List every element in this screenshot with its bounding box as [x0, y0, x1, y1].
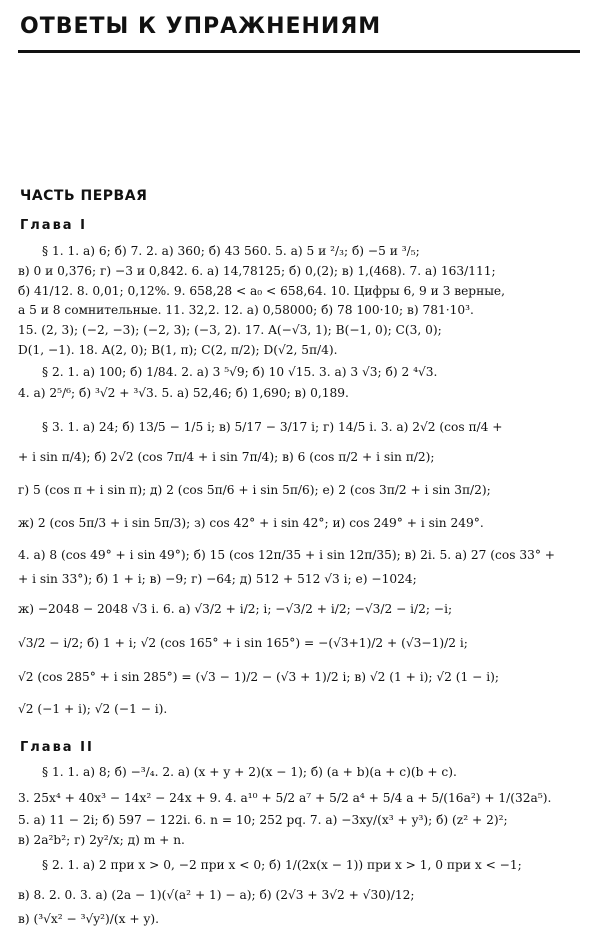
text-line: 15. (2, 3); (−2, −3); (−2, 3); (−3, 2). 17. A(−√3, 1); B(−1, 0); C(3, 0);	[18, 323, 442, 337]
part-heading: ЧАСТЬ ПЕРВАЯ	[20, 188, 148, 204]
title-rule	[18, 50, 580, 53]
text-line: в) 2a²b²; г) 2y²/x; д) m + n.	[18, 833, 185, 847]
text-line: D(1, −1). 18. A(2, 0); B(1, π); C(2, π/2); D(√2, 5π/4).	[18, 343, 338, 357]
text-line: √2 (−1 + i); √2 (−1 − i).	[18, 702, 168, 716]
text-line: § 1. 1. а) 6; б) 7. 2. а) 360; б) 43 560. 5. а) 5 и ²/₃; б) −5 и ³/₅;	[42, 244, 420, 258]
text-line: в) 8. 2. 0. 3. а) (2a − 1)(√(a² + 1) − a); б) (2√3 + 3√2 + √30)/12;	[18, 888, 415, 902]
text-line: § 2. 1. а) 2 при x > 0, −2 при x < 0; б) 1/(2x(x − 1)) при x > 1, 0 при x < −1;	[42, 858, 522, 872]
text-line: 4. а) 2⁵/⁶; б) ³√2 + ³√3. 5. а) 52,46; б) 1,690; в) 0,189.	[18, 386, 349, 400]
chapter-heading-1: Глава I	[20, 218, 87, 233]
text-line: ж) 2 (cos 5π/3 + i sin 5π/3); з) cos 42° + i sin 42°; и) cos 249° + i sin 249°.	[18, 516, 484, 530]
text-line: + i sin 33°); б) 1 + i; в) −9; г) −64; д) 512 + 512 √3 i; е) −1024;	[18, 572, 417, 586]
text-line: а 5 и 8 сомнительные. 11. 32,2. 12. а) 0,58000; б) 78 100·10; в) 781·10³.	[18, 303, 474, 317]
page-title: ОТВЕТЫ К УПРАЖНЕНИЯМ	[20, 14, 382, 39]
text-line: в) (³√x² − ³√y²)/(x + y).	[18, 912, 160, 926]
text-line: + i sin π/4); б) 2√2 (cos 7π/4 + i sin 7π/4); в) 6 (cos π/2 + i sin π/2);	[18, 450, 435, 464]
text-line: 5. а) 11 − 2i; б) 597 − 122i. 6. n = 10; 252 pq. 7. а) −3xy/(x³ + y³); б) (z² + 2)²;	[18, 813, 508, 827]
text-line: в) 0 и 0,376; г) −3 и 0,842. 6. а) 14,78125; б) 0,(2); в) 1,(468). 7. а) 163/111;	[18, 264, 496, 278]
text-line: ж) −2048 − 2048 √3 i. 6. а) √3/2 + i/2; i; −√3/2 + i/2; −√3/2 − i/2; −i;	[18, 602, 453, 616]
text-line: √2 (cos 285° + i sin 285°) = (√3 − 1)/2 − (√3 + 1)/2 i; в) √2 (1 + i); √2 (1 − i);	[18, 670, 500, 684]
text-line: √3/2 − i/2; б) 1 + i; √2 (cos 165° + i sin 165°) = −(√3+1)/2 + (√3−1)/2 i;	[18, 636, 468, 650]
text-line: г) 5 (cos π + i sin π); д) 2 (cos 5π/6 + i sin 5π/6); е) 2 (cos 3π/2 + i sin 3π/2);	[18, 483, 491, 497]
text-line: § 2. 1. а) 100; б) 1/84. 2. а) 3 ⁵√9; б) 10 √15. 3. а) 3 √3; б) 2 ⁴√3.	[42, 365, 438, 379]
text-line: б) 41/12. 8. 0,01; 0,12%. 9. 658,28 < a₀ < 658,64. 10. Цифры 6, 9 и 3 верные,	[18, 284, 505, 298]
text-line: 4. а) 8 (cos 49° + i sin 49°); б) 15 (cos 12π/35 + i sin 12π/35); в) 2i. 5. а) 27 (cos 33° +	[18, 548, 556, 562]
chapter-heading-2: Глава II	[20, 740, 94, 755]
text-line: § 3. 1. а) 24; б) 13/5 − 1/5 i; в) 5/17 − 3/17 i; г) 14/5 i. 3. а) 2√2 (cos π/4 +	[42, 420, 503, 434]
text-line: 3. 25x⁴ + 40x³ − 14x² − 24x + 9. 4. a¹⁰ + 5/2 a⁷ + 5/2 a⁴ + 5/4 a + 5/(16a²) + 1/(32a⁵).	[18, 791, 552, 805]
text-line: § 1. 1. а) 8; б) −³/₄. 2. а) (x + y + 2)(x − 1); б) (a + b)(a + c)(b + c).	[42, 765, 457, 779]
